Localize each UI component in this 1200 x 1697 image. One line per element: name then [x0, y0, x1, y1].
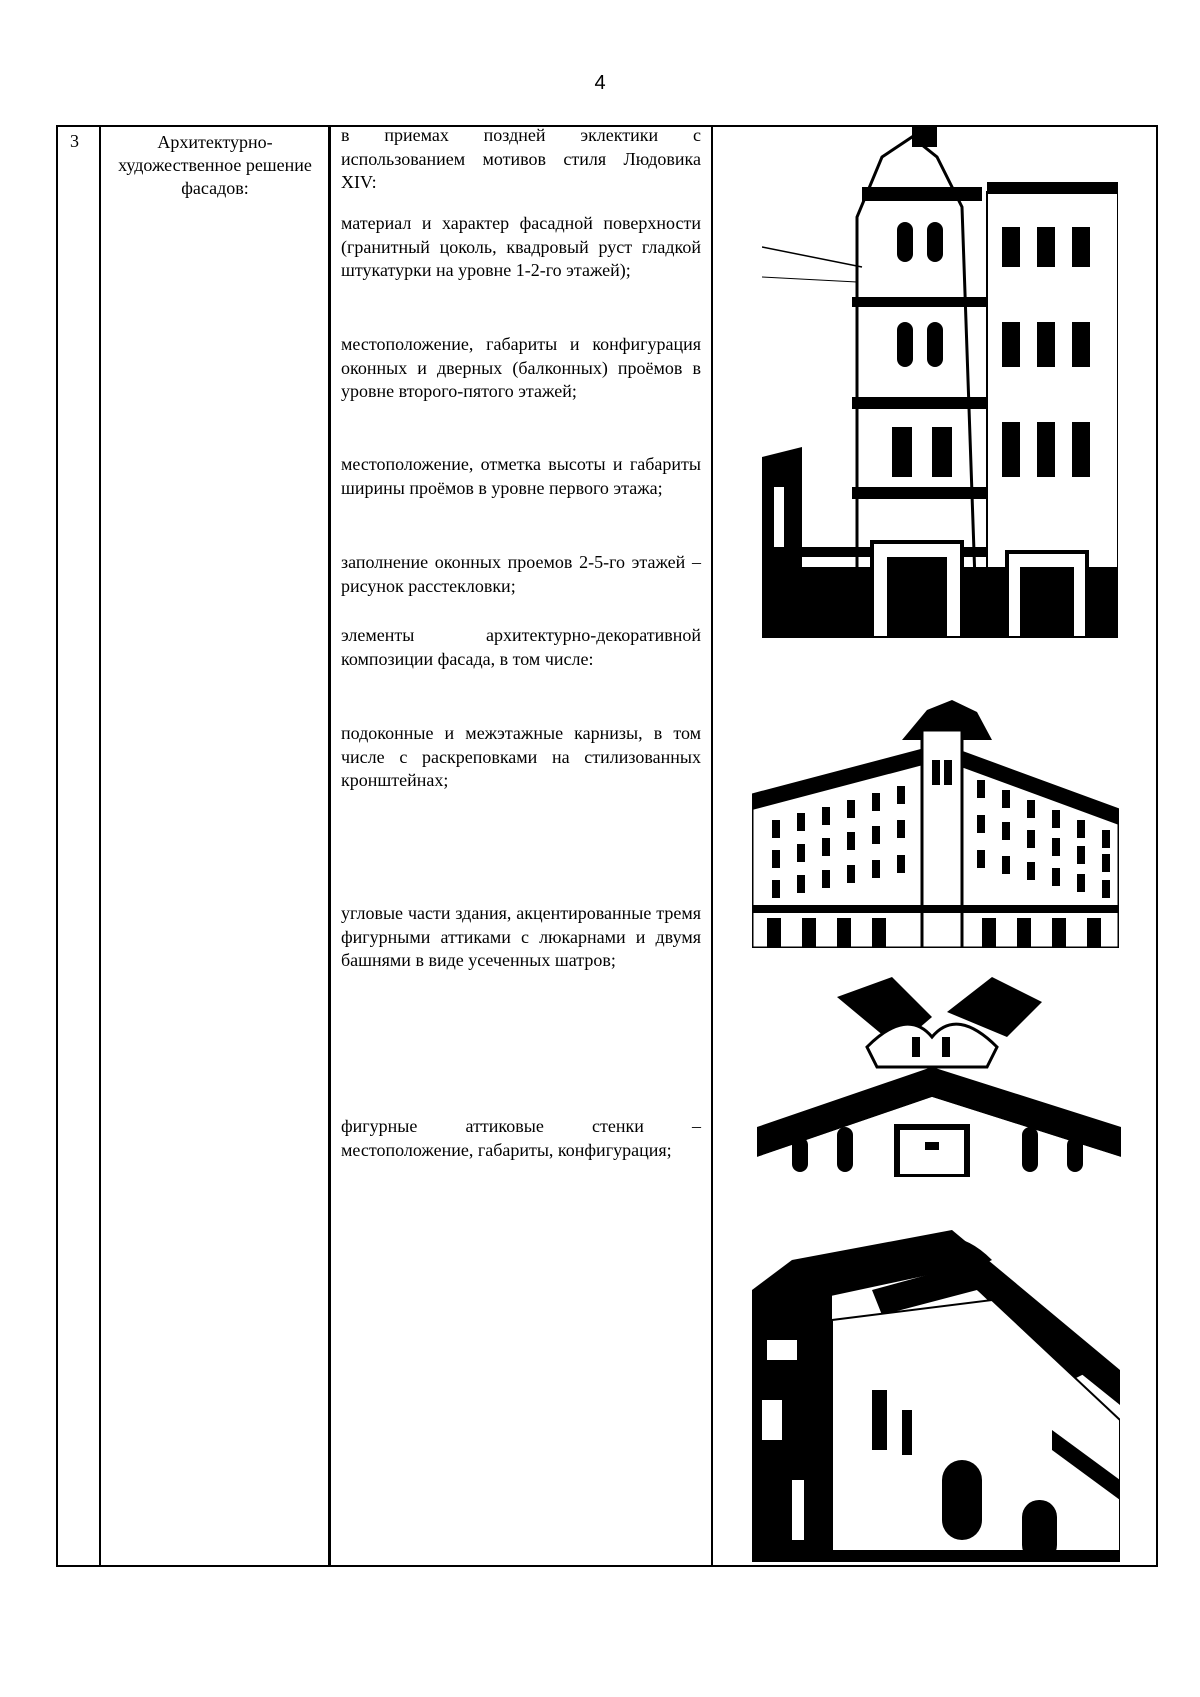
feature-paragraph: заполнение оконных проемов 2-5-го этажей – рисунок расстекловки; — [341, 552, 701, 596]
feature-paragraph: угловые части здания, акцентированные тремя фигурными аттиками с люкарнами и двумя башнями в виде усеченных шатров; — [341, 903, 701, 970]
feature-paragraph: элементы архитектурно-декоративной композиции фасада, в том числе: — [341, 625, 701, 669]
photo-attic-lucarne — [757, 977, 1121, 1177]
photo-building-overview — [752, 700, 1119, 948]
feature-paragraph: материал и характер фасадной поверхности (гранитный цоколь, квадровый руст гладкой штукатурки на уровне 1-2-го этажей); — [341, 213, 701, 280]
feature-paragraph: фигурные аттиковые стенки – местоположение, габариты, конфигурация; — [341, 1116, 701, 1160]
row-feature-name: Архитектурно-художественное решение фасадов: — [118, 132, 312, 198]
photo-building-facade-corner — [762, 127, 1118, 638]
photo-attic-wall-detail — [752, 1230, 1120, 1562]
feature-paragraph: местоположение, отметка высоты и габариты ширины проёмов в уровне первого этажа; — [341, 454, 701, 498]
feature-paragraph: местоположение, габариты и конфигурация оконных и дверных (балконных) проёмов в уровне второго-пятого этажей; — [341, 334, 701, 401]
column-divider — [99, 127, 101, 1565]
page-number: 4 — [594, 72, 606, 94]
row-number: 3 — [70, 131, 79, 151]
feature-paragraph: подоконные и межэтажные карнизы, в том числе с раскреповками на стилизованных кронштейнах; — [341, 723, 701, 790]
column-divider — [328, 127, 331, 1565]
feature-paragraph: в приемах поздней эклектики с использованием мотивов стиля Людовика XIV: — [341, 125, 701, 192]
column-divider — [711, 127, 713, 1565]
